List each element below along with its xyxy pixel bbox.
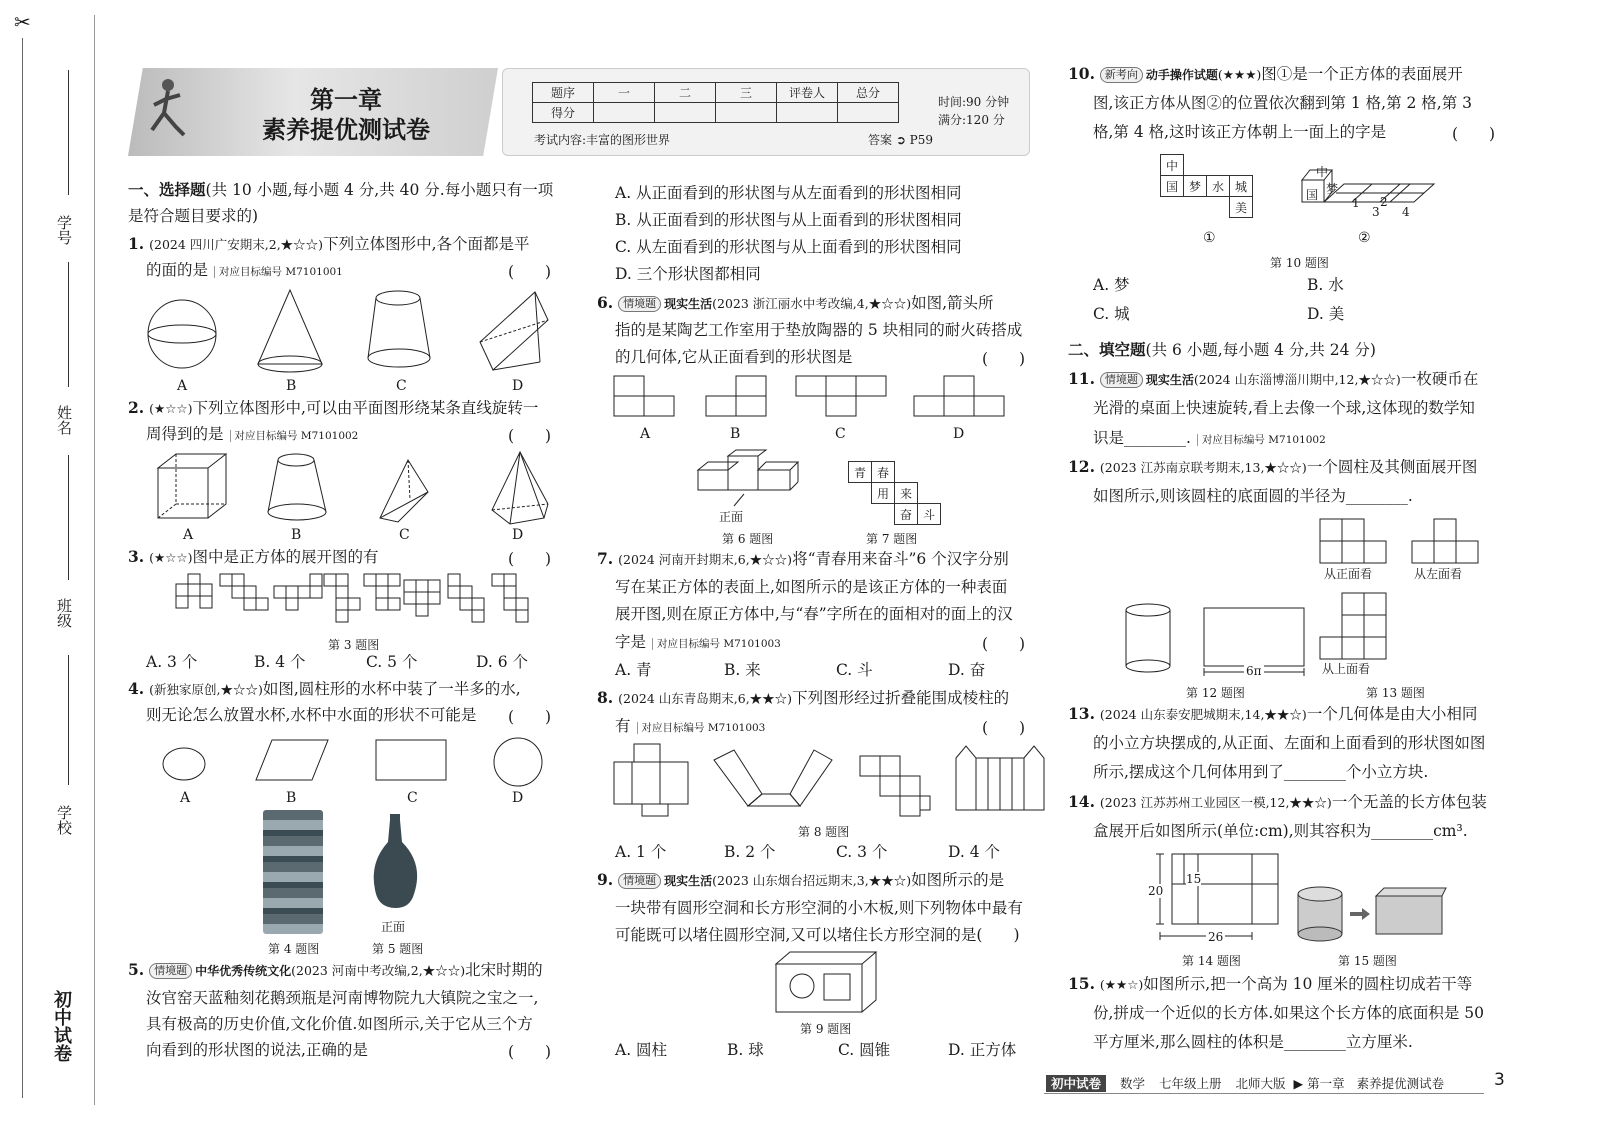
- figure-caption: 第 9 题图: [800, 1022, 852, 1036]
- q-text: 有: [615, 717, 631, 735]
- q10: [1068, 64, 1463, 85]
- dimension-label: 26: [1208, 930, 1224, 944]
- q4-shapes: [160, 734, 560, 794]
- option[interactable]: B. 2 个: [724, 843, 776, 861]
- q-text: 汝官窑天蓝釉刻花鹅颈瓶是河南博物院九大镇院之宝之一,: [146, 989, 539, 1007]
- q-text: 字是: [615, 633, 647, 651]
- series-label: 初中试卷: [51, 990, 72, 1062]
- answer-paren[interactable]: ( ): [508, 550, 552, 568]
- q6-bricks: [694, 450, 804, 510]
- answer-paren[interactable]: ( ): [982, 350, 1026, 368]
- answer-paren[interactable]: ( ): [508, 1043, 552, 1061]
- net-cell: 城: [1230, 176, 1253, 197]
- q1: [128, 234, 530, 255]
- ellipse: [163, 748, 205, 780]
- answer-paren[interactable]: ( ): [508, 427, 552, 445]
- q-text: 如图,箭头所: [911, 294, 994, 312]
- dimension-label: 15: [1186, 872, 1202, 886]
- option-label: A: [183, 527, 194, 543]
- score-cell[interactable]: [655, 103, 716, 123]
- score-cell[interactable]: [716, 103, 777, 123]
- tag-label: 现实生活: [664, 874, 713, 888]
- option-label: C: [399, 527, 410, 543]
- option[interactable]: A. 从正面看到的形状图与从左面看到的形状图相同: [615, 184, 962, 202]
- class-label: 班级: [55, 598, 73, 628]
- dimension-label: 6π: [1246, 664, 1262, 678]
- q6: [597, 293, 994, 314]
- round-hole: [790, 974, 814, 998]
- option-c: [796, 376, 886, 416]
- option-b: [706, 376, 766, 416]
- cube-label: 国: [1306, 188, 1319, 202]
- target-code: 对应目标编号 M7101003: [637, 722, 766, 734]
- option[interactable]: D. 三个形状图都相同: [615, 265, 761, 283]
- score-head: 三: [716, 83, 777, 103]
- q-text: 图①是一个正方体的表面展开: [1261, 65, 1463, 83]
- q-text: 具有极高的历史价值,文化价值.如图所示,关于它从三个方: [146, 1015, 533, 1033]
- net-cell: 斗: [918, 504, 941, 525]
- answer-paren[interactable]: ( ): [508, 708, 552, 726]
- option-label: B: [730, 426, 741, 442]
- q-source: (2023 河南中考改编,2,★☆☆): [291, 963, 466, 978]
- net-7: [448, 574, 484, 622]
- q-text: 则无论怎么放置水杯,水杯中水面的形状不可能是: [146, 706, 477, 724]
- left-view: [1412, 519, 1478, 563]
- figure-caption: 第 8 题图: [798, 825, 850, 839]
- q-text: 的小立方块摆成的,从正面、左面和上面看到的形状图如图: [1093, 734, 1486, 752]
- circle: [494, 738, 542, 786]
- footer-grade: 七年级上册: [1159, 1076, 1222, 1091]
- q-text: 将“青春用来奋斗”6 个汉字分别: [792, 550, 1009, 568]
- frustum-base: [268, 504, 326, 520]
- view-label: 从左面看: [1414, 567, 1463, 581]
- option[interactable]: B. 来: [724, 661, 761, 679]
- q-num: 9.: [597, 870, 614, 889]
- q-text: 的几何体,它从正面看到的形状图是: [615, 348, 853, 366]
- q-source: (2023 江苏南京联考期末,13,★☆☆): [1099, 460, 1307, 475]
- q2-figures: [148, 448, 568, 528]
- q-source: (新独家原创,★☆☆): [149, 682, 263, 697]
- q-text[interactable]: 盒展开后如图所示(单位:cm),则其容积为________cm³.: [1093, 822, 1468, 840]
- q-text: 北宋时期的: [465, 961, 543, 979]
- option[interactable]: B. 从正面看到的形状图与从上面看到的形状图相同: [615, 211, 962, 229]
- answer-paren[interactable]: ( ): [1452, 125, 1496, 143]
- frustum-top: [376, 291, 420, 305]
- q-text: 展开图,则在原正方体中,与“春”字所在的面相对的面上的汉: [615, 605, 1013, 623]
- net-2: [220, 574, 268, 610]
- q7-line4: [615, 632, 781, 654]
- score-head: 一: [594, 83, 655, 103]
- q-text: 向看到的形状图的说法,正确的是: [146, 1041, 368, 1059]
- option[interactable]: C. 从左面看到的形状图与从上面看到的形状图相同: [615, 238, 962, 256]
- school-field[interactable]: [68, 655, 69, 785]
- q-text: 如图,圆柱形的水杯中装了一半多的水,: [262, 680, 521, 698]
- option-label: A: [180, 790, 191, 806]
- target-code: 对应目标编号 M7101002: [230, 430, 359, 442]
- q7-net: [848, 461, 941, 525]
- front-label: 正面: [381, 920, 406, 934]
- score-label: 得分: [533, 103, 594, 123]
- q-text: 图中是正方体的展开图的有: [192, 548, 379, 566]
- q15-figure: [1296, 884, 1446, 944]
- q-source: (★☆☆): [149, 401, 193, 416]
- fig-label: ②: [1358, 230, 1371, 246]
- q-source: (2023 山东烟台招远期末,3,★★☆): [712, 873, 912, 888]
- score-cell[interactable]: [777, 103, 838, 123]
- name-field[interactable]: [68, 262, 69, 387]
- q-text: 指的是某陶艺工作室用于垫放陶器的 5 块相同的耐火砖搭成: [615, 321, 1023, 339]
- net-4: [324, 574, 360, 622]
- chapter-title: 第一章: [310, 85, 382, 114]
- figure-caption: 第 4 题图: [268, 942, 320, 956]
- q-text: 一枚硬币在: [1400, 370, 1479, 388]
- option[interactable]: B. 4 个: [254, 653, 306, 671]
- section-title: 一、选择题: [128, 180, 206, 199]
- option-label: A: [177, 378, 188, 394]
- footer-edition: 北师大版: [1235, 1076, 1286, 1091]
- q-num: 7.: [597, 549, 614, 568]
- q-source: (2023 江苏苏州工业园区一模,12,★★☆): [1099, 795, 1332, 810]
- q-num: 14.: [1068, 792, 1095, 811]
- option[interactable]: D. 美: [1307, 305, 1345, 323]
- q-text: 下列立体图形中,各个面都是平: [323, 235, 530, 253]
- frustum-top: [278, 454, 314, 466]
- q-num: 15.: [1068, 974, 1095, 993]
- option-label: B: [291, 527, 302, 543]
- score-cell[interactable]: [838, 103, 899, 123]
- option[interactable]: A. 青: [615, 661, 652, 679]
- q-text: 下列立体图形中,可以由平面图形绕某条直线旋转一: [192, 399, 539, 417]
- q8: [597, 688, 1009, 709]
- option-label: B: [286, 790, 297, 806]
- net-cell: 奋: [895, 504, 918, 525]
- q8-line2: [615, 716, 765, 738]
- net-5: [364, 574, 400, 610]
- footer-chapter: 第一章: [1307, 1076, 1345, 1091]
- net-cell: 用: [872, 483, 895, 504]
- q2: [128, 398, 538, 419]
- option[interactable]: C. 城: [1093, 305, 1130, 323]
- net-3: [274, 574, 322, 610]
- target-code: 对应目标编号 M7101002: [1197, 434, 1326, 446]
- q-num: 13.: [1068, 704, 1095, 723]
- fig-label: ①: [1203, 230, 1216, 246]
- section-desc: (共 10 小题,每小题 4 分,共 40 分.每小题只有一项: [205, 181, 554, 199]
- tag-label: 动手操作试题: [1145, 68, 1218, 82]
- tag-badge: 情境题: [149, 963, 192, 979]
- q5: [128, 960, 543, 981]
- parallelogram: [256, 740, 328, 780]
- q-source: (2024 山东青岛期末,6,★★☆): [618, 691, 793, 706]
- cone: [258, 290, 322, 364]
- cube-label: 中: [1316, 165, 1329, 179]
- vase-photo: [366, 812, 426, 912]
- target-code: 对应目标编号 M7101003: [652, 638, 781, 650]
- target-code: 对应目标编号 M7101001: [214, 266, 343, 278]
- q7: [597, 549, 1009, 570]
- q-text: 一个几何体是由大小相同: [1306, 705, 1478, 723]
- footer: [1046, 1074, 1444, 1092]
- q2-line2: [146, 424, 358, 446]
- q-text: 一个无盖的长方体包装: [1331, 793, 1487, 811]
- q-num: 1.: [128, 234, 145, 253]
- option[interactable]: D. 奋: [948, 661, 986, 679]
- grid-number: 3: [1372, 205, 1380, 219]
- net-1: [176, 574, 212, 608]
- net-cell: 水: [1207, 176, 1230, 197]
- net-6: [404, 580, 440, 616]
- runner-icon: [140, 75, 200, 145]
- tag-label: 现实生活: [1145, 373, 1194, 387]
- q4: [128, 679, 521, 700]
- option[interactable]: C. 圆锥: [838, 1041, 891, 1059]
- option-label: D: [512, 527, 524, 543]
- tag-label: 中华优秀传统文化: [195, 964, 292, 978]
- q-source: (★★☆): [1099, 977, 1144, 992]
- option[interactable]: D. 6 个: [476, 653, 529, 671]
- lateral-surface: [1204, 608, 1304, 666]
- q3-nets: [174, 574, 544, 634]
- tag-badge: 情境题: [618, 296, 661, 312]
- answer-paren[interactable]: ( ): [508, 263, 552, 281]
- option[interactable]: A. 3 个: [146, 653, 198, 671]
- q9: [597, 870, 1004, 891]
- q-text: 下列图形经过折叠能围成棱柱的: [792, 689, 1010, 707]
- section-desc-2: 是符合题目要求的): [128, 207, 259, 225]
- grid-number: 1: [1352, 196, 1360, 210]
- footer-subject: 数学: [1120, 1076, 1146, 1091]
- q-source: (2024 四川广安期末,2,★☆☆): [149, 237, 324, 252]
- q13: [1068, 704, 1477, 725]
- option-a: [614, 376, 674, 416]
- option[interactable]: A. 梦: [1093, 276, 1130, 294]
- tag-badge: 情境题: [618, 873, 661, 889]
- q-text[interactable]: 平方厘米,那么圆柱的体积是________立方厘米.: [1093, 1033, 1413, 1051]
- fig-2: [714, 750, 832, 806]
- q-text: 光滑的桌面上快速旋转,看上去像一个球,这体现的数学知: [1093, 399, 1475, 417]
- play-icon: ▶: [1293, 1076, 1304, 1091]
- fig-3: [860, 756, 930, 816]
- q-num: 10.: [1068, 64, 1095, 83]
- time-limit: 时间:90 分钟: [938, 95, 1010, 109]
- q-source: (2024 山东泰安肥城期末,14,★★☆): [1099, 707, 1307, 722]
- net-cell: 国: [1161, 176, 1184, 197]
- option[interactable]: C. 3 个: [836, 843, 888, 861]
- q-num: 2.: [128, 398, 145, 417]
- option-label: C: [407, 790, 418, 806]
- figure-caption: 第 10 题图: [1270, 256, 1329, 270]
- q-text: 一个圆柱及其侧面展开图: [1306, 458, 1478, 476]
- cube-label: 梦: [1326, 182, 1339, 196]
- option[interactable]: A. 1 个: [615, 843, 667, 861]
- answer-paren[interactable]: ( ): [982, 719, 1026, 737]
- cylinder-top: [1126, 604, 1170, 616]
- q11: [1068, 369, 1478, 390]
- q-text: 图,该正方体从图②的位置依次翻到第 1 格,第 2 格,第 3: [1093, 94, 1473, 112]
- net-cell: 美: [1230, 197, 1253, 218]
- q-text: 一块带有圆形空洞和长方形空洞的小木板,则下列物体中最有: [615, 899, 1023, 917]
- q-text[interactable]: 识是________.: [1093, 429, 1191, 447]
- water-cup-photo: [263, 810, 323, 934]
- grid-number: 2: [1380, 195, 1388, 209]
- view-label: 从上面看: [1322, 662, 1371, 676]
- q11-line3: [1093, 428, 1326, 450]
- option-label: B: [286, 378, 297, 394]
- q3: [128, 547, 379, 568]
- view-label: 从正面看: [1324, 567, 1373, 581]
- figure-caption: 第 6 题图: [722, 532, 774, 546]
- q9-board: [774, 950, 884, 1020]
- triangular-prism: [380, 460, 428, 522]
- number-label: 学号: [55, 215, 73, 245]
- net-cell: 青: [849, 462, 872, 483]
- score-cell[interactable]: [594, 103, 655, 123]
- q-text: 写在某正方体的表面上,如图所示的是该正方体的一种表面: [615, 578, 1008, 596]
- figure-caption: 第 15 题图: [1338, 954, 1397, 968]
- q-source: (★★★): [1217, 67, 1262, 82]
- q-source: (2024 山东淄博淄川期中,12,★☆☆): [1193, 372, 1401, 387]
- option-label: D: [512, 790, 524, 806]
- test-title: 素养提优测试卷: [262, 115, 430, 144]
- option[interactable]: D. 正方体: [948, 1041, 1017, 1059]
- q8-figures: [614, 744, 1034, 818]
- score-head: 二: [655, 83, 716, 103]
- q-text: 可能既可以堵住圆形空洞,又可以堵住长方形空洞的是( ): [615, 926, 1020, 944]
- frustum-base: [368, 349, 430, 367]
- option-label: D: [953, 426, 965, 442]
- q-text[interactable]: 如图所示,则该圆柱的底面圆的半径为________.: [1093, 487, 1413, 505]
- figure-caption: 第 3 题图: [328, 638, 380, 652]
- cylinder-base: [1126, 660, 1170, 672]
- option[interactable]: B. 球: [727, 1041, 764, 1059]
- q-source: (2023 浙江丽水中考改编,4,★☆☆): [712, 296, 912, 311]
- option[interactable]: B. 水: [1307, 276, 1344, 294]
- q-text: 的面的是: [146, 261, 209, 279]
- full-marks: 满分:120 分: [938, 113, 1005, 127]
- binding-rule: [94, 15, 95, 1105]
- net-cell: 中: [1161, 155, 1184, 176]
- net-cell: 梦: [1184, 176, 1207, 197]
- option-label: D: [512, 378, 524, 394]
- score-head: 总分: [838, 83, 899, 103]
- tag-badge: 新考向: [1100, 67, 1143, 83]
- answer-paren[interactable]: ( ): [982, 635, 1026, 653]
- q-num: 6.: [597, 293, 614, 312]
- sphere-equator: [148, 325, 216, 343]
- binding-line: [22, 38, 23, 1098]
- figure-caption: 第 14 题图: [1182, 954, 1241, 968]
- class-field[interactable]: [68, 455, 69, 580]
- score-table: [532, 82, 899, 123]
- q12-figure: [1122, 602, 1312, 682]
- front-label: 正面: [719, 510, 744, 524]
- option[interactable]: C. 5 个: [366, 653, 418, 671]
- cube: [158, 468, 208, 518]
- net-cell: 春: [872, 462, 895, 483]
- section-desc: (共 6 小题,每小题 4 分,共 24 分): [1145, 341, 1376, 359]
- dimension-label: 20: [1148, 884, 1164, 898]
- q-num: 5.: [128, 960, 145, 979]
- q12: [1068, 457, 1477, 478]
- q-num: 3.: [128, 547, 145, 566]
- front-view: [1320, 519, 1386, 563]
- tag-label: 现实生活: [664, 297, 713, 311]
- rect-hole: [824, 974, 850, 1000]
- scissors-icon: ✂: [14, 10, 31, 34]
- school-label: 学校: [55, 805, 73, 835]
- q14: [1068, 792, 1487, 813]
- q15: [1068, 974, 1472, 995]
- section-title: 二、填空题: [1068, 340, 1146, 359]
- q-source: (2024 河南开封期末,6,★☆☆): [618, 552, 793, 567]
- q6-options: [614, 376, 1014, 426]
- footer-badge: 初中试卷: [1046, 1075, 1106, 1092]
- q-source: (★☆☆): [149, 550, 193, 565]
- answer-page: 答案 ➲ P59: [868, 133, 934, 147]
- section-2-heading: [1068, 340, 1376, 360]
- q-text: 如图所示的是: [911, 871, 1005, 889]
- section-1-heading: [128, 180, 553, 200]
- net-8: [492, 574, 528, 622]
- option-label: A: [640, 426, 651, 442]
- option[interactable]: C. 斗: [836, 661, 873, 679]
- tag-badge: 情境题: [1100, 372, 1143, 388]
- q-num: 12.: [1068, 457, 1095, 476]
- q-text: 如图所示,把一个高为 10 厘米的圆柱切成若干等: [1143, 975, 1473, 993]
- q13-views: [1316, 515, 1496, 665]
- score-head: 题序: [533, 83, 594, 103]
- grid-number: 4: [1402, 205, 1410, 219]
- option-label: C: [835, 426, 846, 442]
- score-head: 评卷人: [777, 83, 838, 103]
- figure-caption: 第 7 题图: [866, 532, 918, 546]
- figure-caption: 第 12 题图: [1186, 686, 1245, 700]
- q-num: 11.: [1068, 369, 1095, 388]
- option-d: [914, 376, 1004, 416]
- q-text: 格,第 4 格,这时该正方体朝上一面上的字是: [1093, 123, 1387, 141]
- exam-content: 考试内容:丰富的图形世界: [534, 133, 671, 147]
- q1-figures: [140, 282, 560, 382]
- top-view: [1320, 593, 1386, 659]
- option[interactable]: A. 圆柱: [615, 1041, 668, 1059]
- q-text: 份,拼成一个近似的长方体.如果这个长方体的底面积是 50: [1093, 1004, 1485, 1022]
- q-num: 4.: [128, 679, 145, 698]
- footer-title: 素养提优测试卷: [1356, 1076, 1445, 1091]
- sphere: [148, 300, 216, 368]
- q-text[interactable]: 所示,摆成这个几何体用到了________个小立方块.: [1093, 763, 1429, 781]
- net-cell: 来: [895, 483, 918, 504]
- name-label: 姓名: [55, 405, 73, 435]
- q-num: 8.: [597, 688, 614, 707]
- page-number: 3: [1494, 1070, 1505, 1090]
- rectangle: [376, 740, 446, 780]
- fig-1: [614, 744, 688, 816]
- figure-caption: 第 13 题图: [1366, 686, 1425, 700]
- fig-4: [956, 746, 1044, 810]
- number-field[interactable]: [68, 70, 69, 195]
- figure-caption: 第 5 题图: [372, 942, 424, 956]
- q1-line2: [146, 260, 343, 282]
- option-label: C: [396, 378, 407, 394]
- option[interactable]: D. 4 个: [948, 843, 1001, 861]
- q10-net: [1160, 154, 1253, 218]
- q-text: 周得到的是: [146, 425, 224, 443]
